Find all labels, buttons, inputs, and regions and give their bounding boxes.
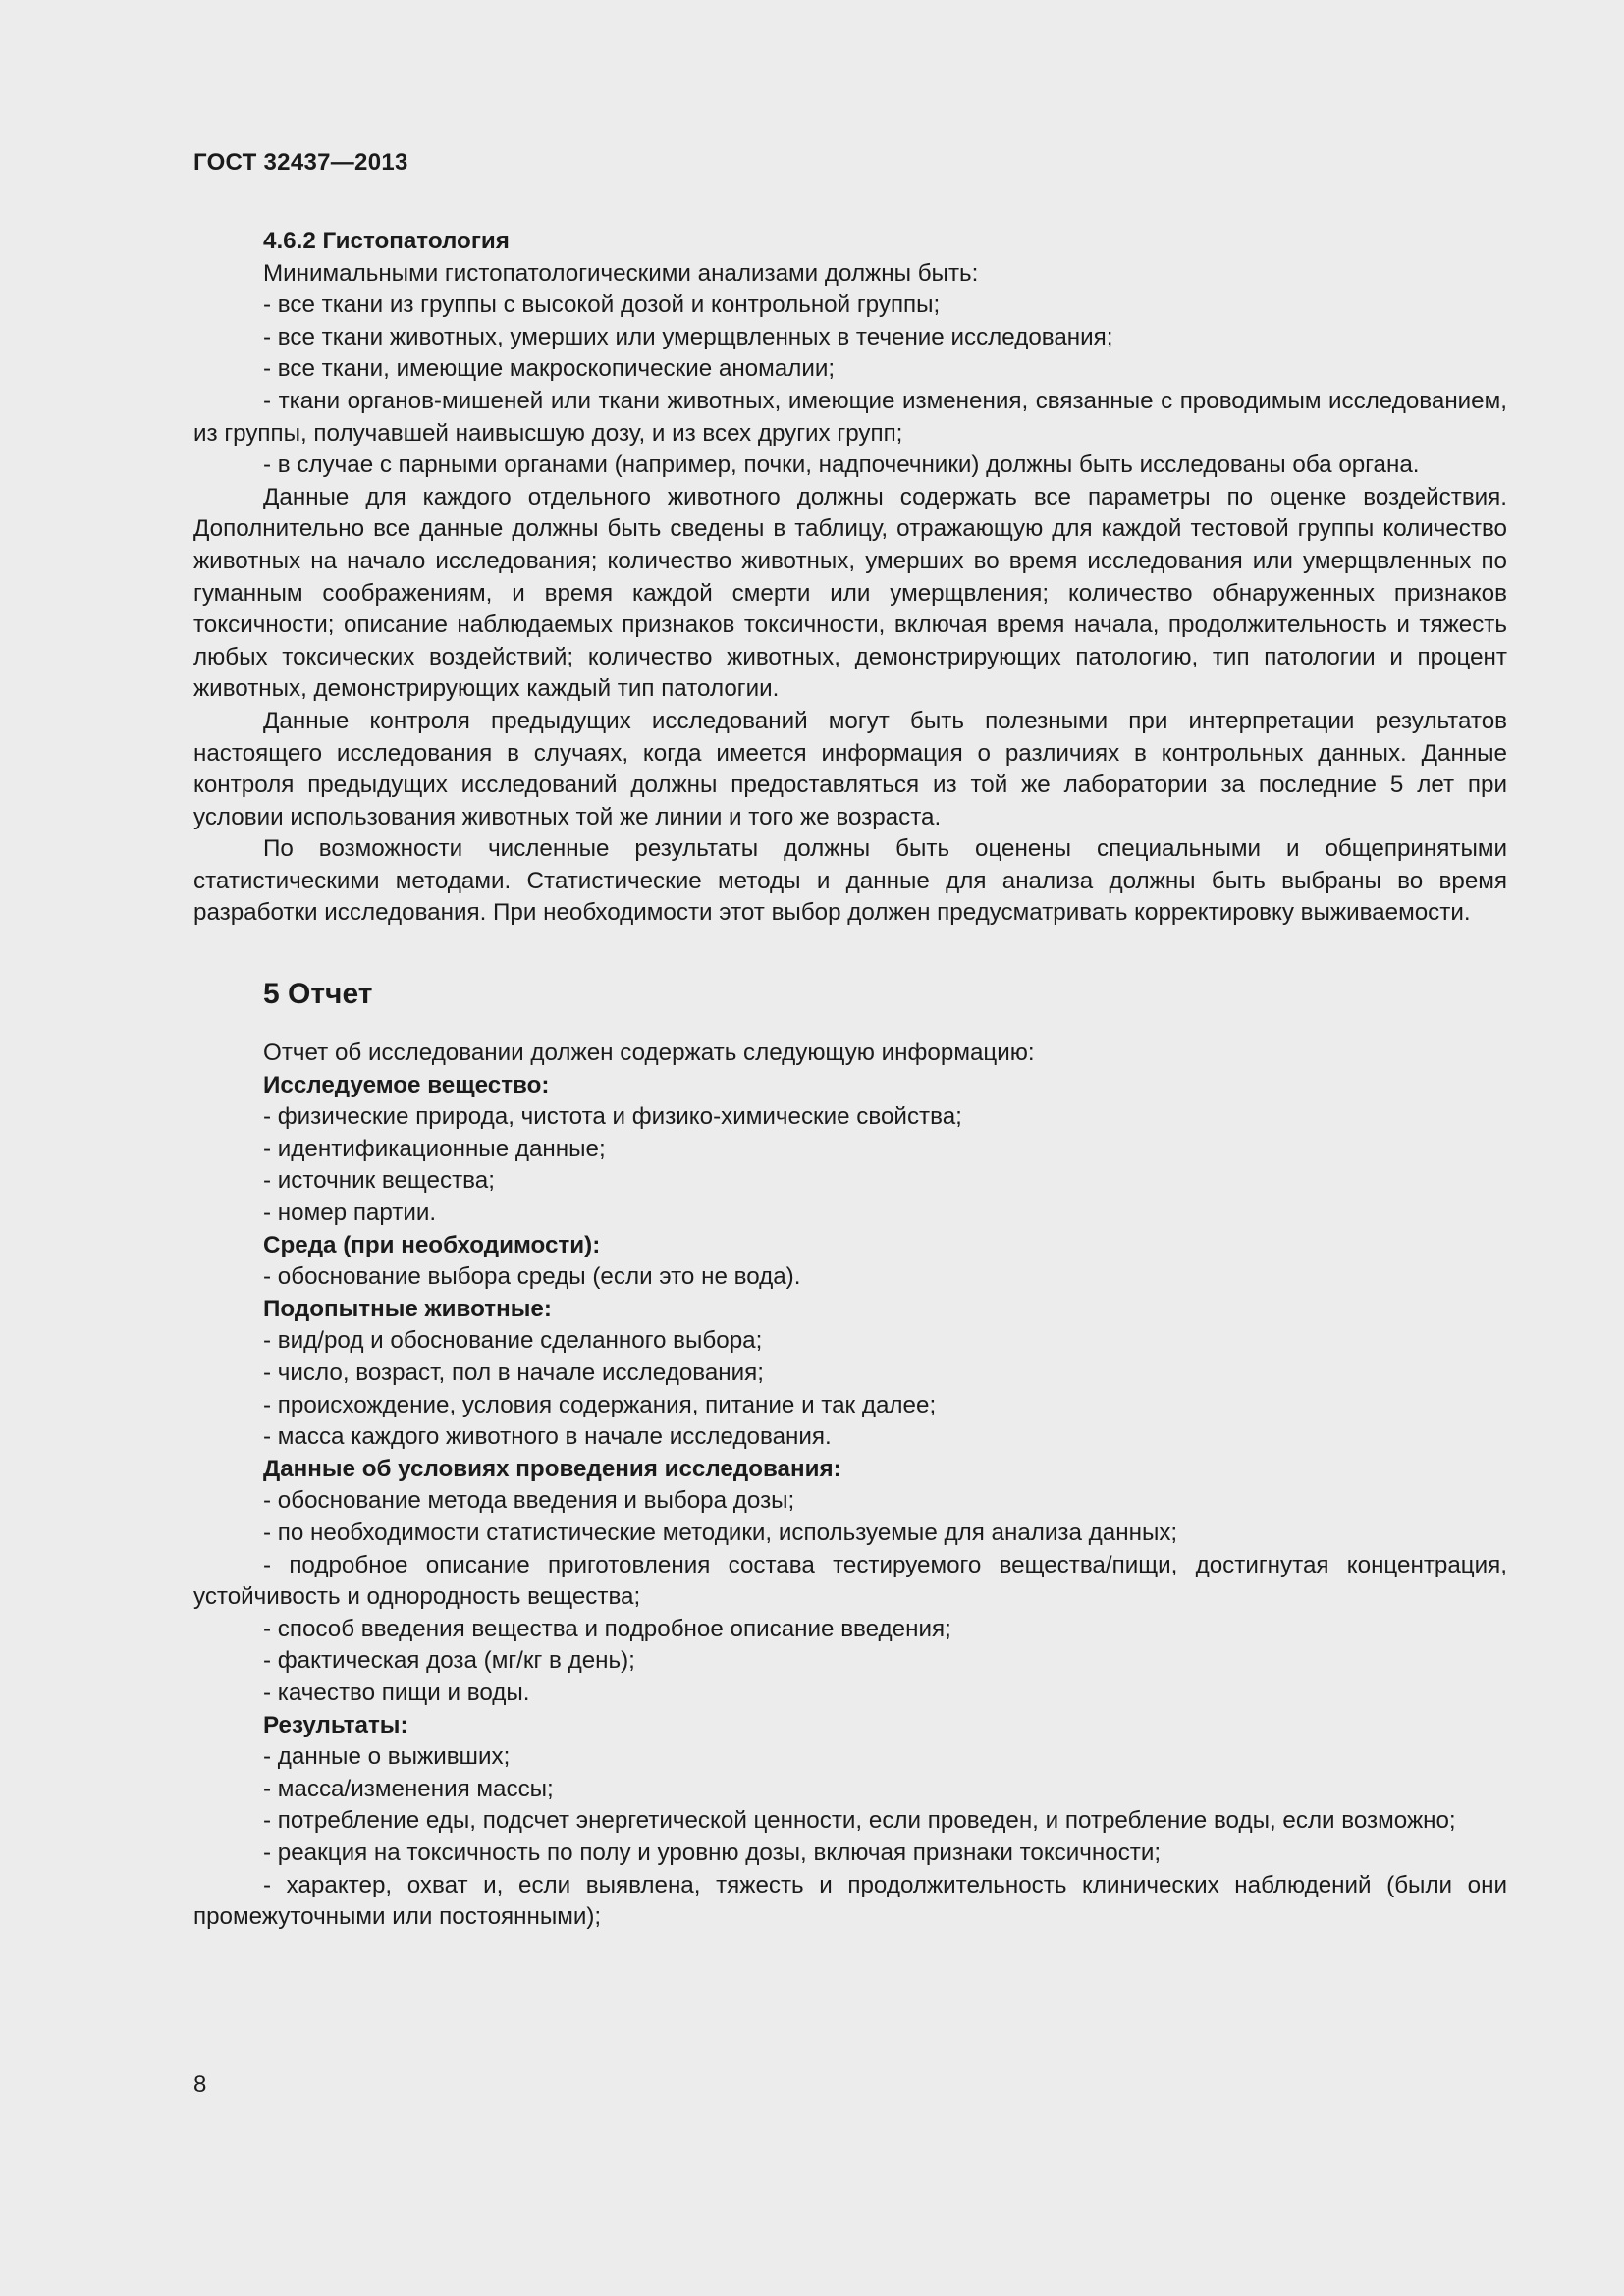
list-item: - все ткани животных, умерших или умерщвленных в течение исследования; xyxy=(263,323,1113,350)
group-heading-test-animals: Подопытные животные: xyxy=(263,1295,552,1322)
list-item: - все ткани из группы с высокой дозой и контрольной группы; xyxy=(263,292,941,319)
list-item: - физические природа, чистота и физико-химические свойства; xyxy=(263,1103,962,1131)
list-item: - данные о выживших; xyxy=(263,1743,511,1771)
page-content xyxy=(193,226,1507,1934)
list-item: - все ткани, имеющие макроскопические аномалии; xyxy=(263,355,836,383)
list-item: - качество пищи и воды. xyxy=(263,1679,530,1706)
list-item: - обоснование выбора среды (если это не вода). xyxy=(263,1263,801,1291)
list-item: - ткани органов-мишеней или ткани животных, имеющие изменения, связанные с проводимым исследованием, из группы, получавшей наивысшую дозу, и из всех других групп; xyxy=(193,387,1507,447)
paragraph: По возможности численные результаты должны быть оценены специальными и общепринятыми статистическими методами. Статистические методы и данные для анализа должны быть выбраны во время разработки исследования. При необходимости этот выбор должен предусматривать корректировку выживаемости. xyxy=(193,835,1507,927)
list-item: - потребление еды, подсчет энергетической ценности, если проведен, и потребление воды, если возможно; xyxy=(263,1807,1456,1835)
section-5-intro: Отчет об исследовании должен содержать следующую информацию: xyxy=(263,1040,1035,1067)
list-item: - число, возраст, пол в начале исследования; xyxy=(263,1360,764,1386)
list-item: - способ введения вещества и подробное описание введения; xyxy=(263,1615,951,1642)
group-heading-test-conditions: Данные об условиях проведения исследования: xyxy=(263,1455,841,1482)
list-item: - фактическая доза (мг/кг в день); xyxy=(263,1647,635,1675)
paragraph: Данные контроля предыдущих исследований могут быть полезными при интерпретации результатов настоящего исследования в случаях, когда имеется информация о различиях в контрольных данных. Данные контроля предыдущих исследований должны предоставляться из той же лаборатории за последние 5 лет при условии использования животных той же линии и того же возраста. xyxy=(193,707,1507,830)
section-4-6-2-title: 4.6.2 Гистопатология xyxy=(263,228,510,254)
list-item: - идентификационные данные; xyxy=(263,1135,606,1162)
list-item: - подробное описание приготовления состава тестируемого вещества/пищи, достигнутая концентрация, устойчивость и однородность вещества; xyxy=(193,1551,1507,1611)
paragraph: Минимальными гистопатологическими анализами должны быть: xyxy=(263,259,979,287)
document-code-header: ГОСТ 32437—2013 xyxy=(193,149,408,176)
list-item: - характер, охват и, если выявлена, тяжесть и продолжительность клинических наблюдений (были они промежуточными или постоянными); xyxy=(193,1871,1507,1931)
list-item: - масса каждого животного в начале исследования. xyxy=(263,1423,832,1451)
list-item: - в случае с парными органами (например, почки, надпочечники) должны быть исследованы оба органа. xyxy=(263,452,1420,479)
list-item: - номер партии. xyxy=(263,1200,437,1227)
group-heading-test-substance: Исследуемое вещество: xyxy=(263,1071,550,1098)
page-number: 8 xyxy=(193,2071,207,2098)
section-5-title: 5 Отчет xyxy=(263,978,373,1011)
group-heading-vehicle: Среда (при необходимости): xyxy=(263,1231,601,1258)
list-item: - по необходимости статистические методики, используемые для анализа данных; xyxy=(263,1519,1178,1546)
list-item: - происхождение, условия содержания, питание и так далее; xyxy=(263,1391,937,1418)
list-item: - масса/изменения массы; xyxy=(263,1775,554,1802)
list-item: - обоснование метода введения и выбора дозы; xyxy=(263,1487,795,1515)
group-heading-results: Результаты: xyxy=(263,1711,408,1738)
list-item: - вид/род и обоснование сделанного выбора; xyxy=(263,1327,763,1355)
list-item: - реакция на токсичность по полу и уровню дозы, включая признаки токсичности; xyxy=(263,1839,1162,1866)
list-item: - источник вещества; xyxy=(263,1167,495,1195)
paragraph: Данные для каждого отдельного животного должны содержать все параметры по оценке воздействия. Дополнительно все данные должны быть сведены в таблицу, отражающую для каждой тестовой группы количество животных на начало исследования; количество животных, умерших во время исследования или умерщвленных по гуманным соображениям, и время каждой смерти или умерщвления; количество обнаруженных признаков токсичности; описание наблюдаемых признаков токсичности, включая время начала, продолжительность и тяжесть любых токсических воздействий; количество животных, демонстрирующих патологию, тип патологии и процент животных, демонстрирующих каждый тип патологии. xyxy=(193,483,1507,703)
